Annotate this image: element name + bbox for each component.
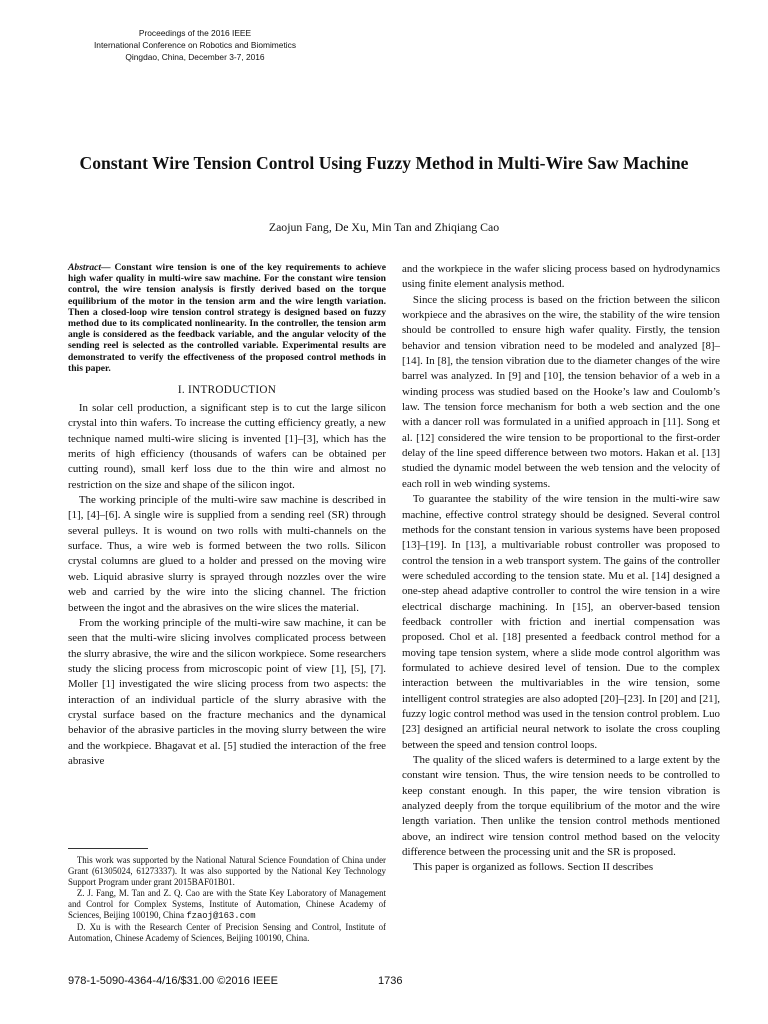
footnote-funding: This work was supported by the National Natural Science Foundation of China under Grant (61305024, 61273337). It was also supported by the National Key Technology Support Program under grant 2015BAF01B01. [68,855,386,887]
intro-paragraph-4: Since the slicing process is based on the friction between the silicon workpiece and the abrasives on the wire, the stability of the wire tension should be controlled to ensure high wafer quality. Firstly, the tension behavior and tension vibration need to be modeled and analyzed [8]–[14]. In [8], the tension vibration due to the diameter changes of the wire barrel was analyzed. In [9] and [10], the tension behavior of a web in a winding process was studied based on the Hooke’s law and Coulomb’s law. The tension force mechanism for both a web section and the one with a dancer roll was formulated in a unified approach in [11]. Song et al. [12] considered the wire tension to be proportional to the first-order delay of the line speed difference between two motors. Hakan et al. [13] studied the dynamic model between the web tension and the velocity of each roll in web winding systems. [402,293,720,490]
right-column [402,262,720,876]
conference-line-2: International Conference on Robotics and Biomimetics [93,40,297,50]
paper-authors: Zaojun Fang, De Xu, Min Tan and Zhiqiang Cao [268,220,500,234]
page-number: 1736 [378,975,403,987]
section-heading-introduction: I. INTRODUCTION [177,384,277,397]
abstract-text: Constant wire tension is one of the key requirements to achieve high wafer quality in multi-wire saw machine. For the constant wire tension control, the wire tension analysis is firstly derived based on the torque equilibrium of the motor in the tension arm and the wire length variation. Then a closed-loop wire tension control strategy is designed based on fuzzy method due to its complicated nonlinearity. In the controller, the tension arm angle is considered as the feedback variable, and the angular velocity of the sending reel is selected as the controlled variable. Experimental results are demonstrated to verify the effectiveness of the proposed control methods in this paper. [68,262,386,374]
footnote-affiliation-2: D. Xu is with the Research Center of Precision Sensing and Control, Institute of Automation, Chinese Academy of Sciences, Beijing 100190, China. [68,922,386,943]
intro-paragraph-1: In solar cell production, a significant step is to cut the large silicon crystal into thin wafers. To increase the cutting efficiency greatly, a new technique named multi-wire slicing is invented [1]–[3], which has the merits of high efficiency (thousands of wafers can be obtained per cutting round), small kerf loss due to the thin wire and almost no restriction on the size and shape of the silicon ingot. [68,402,386,491]
intro-paragraph-continued: and the workpiece in the wafer slicing process based on hydrodynamics using finite element analysis method. [402,263,720,291]
footnote-affiliation-1 [68,888,386,922]
author-email: fzaoj@163.com [186,911,256,921]
conference-line-1: Proceedings of the 2016 IEEE [138,28,252,38]
paper-title: Constant Wire Tension Control Using Fuzzy Method in Multi-Wire Saw Machine [79,153,689,173]
intro-paragraph-7: This paper is organized as follows. Section II describes [412,861,654,874]
copyright-footer: 978-1-5090-4364-4/16/$31.00 ©2016 IEEE [68,975,278,987]
intro-paragraph-5: To guarantee the stability of the wire tension in the multi-wire saw machine, effective control strategy should be designed. Several control methods for the constant tension in various systems have been proposed [13]–[19]. In [13], a multivariable robust controller was proposed to control the tension in a web transport system. The gains of the controller were scheduled according to the tension state. Mu et al. [14] designed a one-step ahead adaptive controller to control the wire tension in a wire electrical discharge machining. In [15], an oberver-based tension feedback controller with friction and inertial compensation was proposed. Chol et al. [18] presented a feedback control method for a moving tape tension system, where a slide mode control algorithm was formulated to achieve desired level of tension. Due to the complex interaction between the multivariables in the wire tension, some intelligent control strategies are also adopted [20]–[23]. In [20] and [21], fuzzy logic control method was used in the tension control problem. Luo [23] designed an artificial neural network to isolate the cross coupling between the speed and tension control loops. [402,493,720,751]
left-column [68,262,386,769]
intro-paragraph-3: From the working principle of the multi-wire saw machine, it can be seen that the multi-wire slicing involves complicated process between the slurry abrasive, the wire and the silicon workpiece. Some researchers study the slicing process from microscopic point of view [1], [5], [7]. Moller [1] investigated the wire slicing process from two aspects: the interaction of an individual particle of the slurry abrasive with the crystal surface based on the fracture mechanics and the dynamical behavior of the abrasive particles in the moving slurry between the wire and the workpiece. Bhagavat et al. [5] studied the interaction of the free abrasive [68,616,386,767]
footnote-rule [68,848,148,849]
conference-line-3: Qingdao, China, December 3-7, 2016 [125,52,265,62]
intro-paragraph-6: The quality of the sliced wafers is determined to a large extent by the constant wire tension. Thus, the wire tension needs to be controlled to keep constant enough. In this paper, the wire tension vibration is analyzed deeply from the torque equilibrium of the motor and the wire length variation. Then unlike the tension control methods mentioned above, an indirect wire tension control method based on the velocity difference between the processing unit and the SR is proposed. [402,754,720,859]
conference-header [70,27,320,63]
abstract [68,262,386,374]
footnotes [68,855,386,944]
intro-paragraph-2: The working principle of the multi-wire saw machine is described in [1], [4]–[6]. A single wire is supplied from a sending reel (SR) through several pulleys. It is wound on two rolls with multi-channels on the surface. Thus, a wire web is formed between the two rolls. Silicon crystal columns are glued to a holder and pressed on the moving wire web. Liquid abrasive slurry is sprayed through nozzles over the wire web and carried by the wire into the slicing channel. The friction between the ingot and the abrasives on the wire slices the material. [68,494,386,614]
footnote-affiliation-1-text: Z. J. Fang, M. Tan and Z. Q. Cao are with the State Key Laboratory of Management and Control for Complex Systems, Institute of Automation, Chinese Academy of Sciences, Beijing 100190, China [68,888,386,920]
abstract-label: Abstract— [68,262,111,273]
